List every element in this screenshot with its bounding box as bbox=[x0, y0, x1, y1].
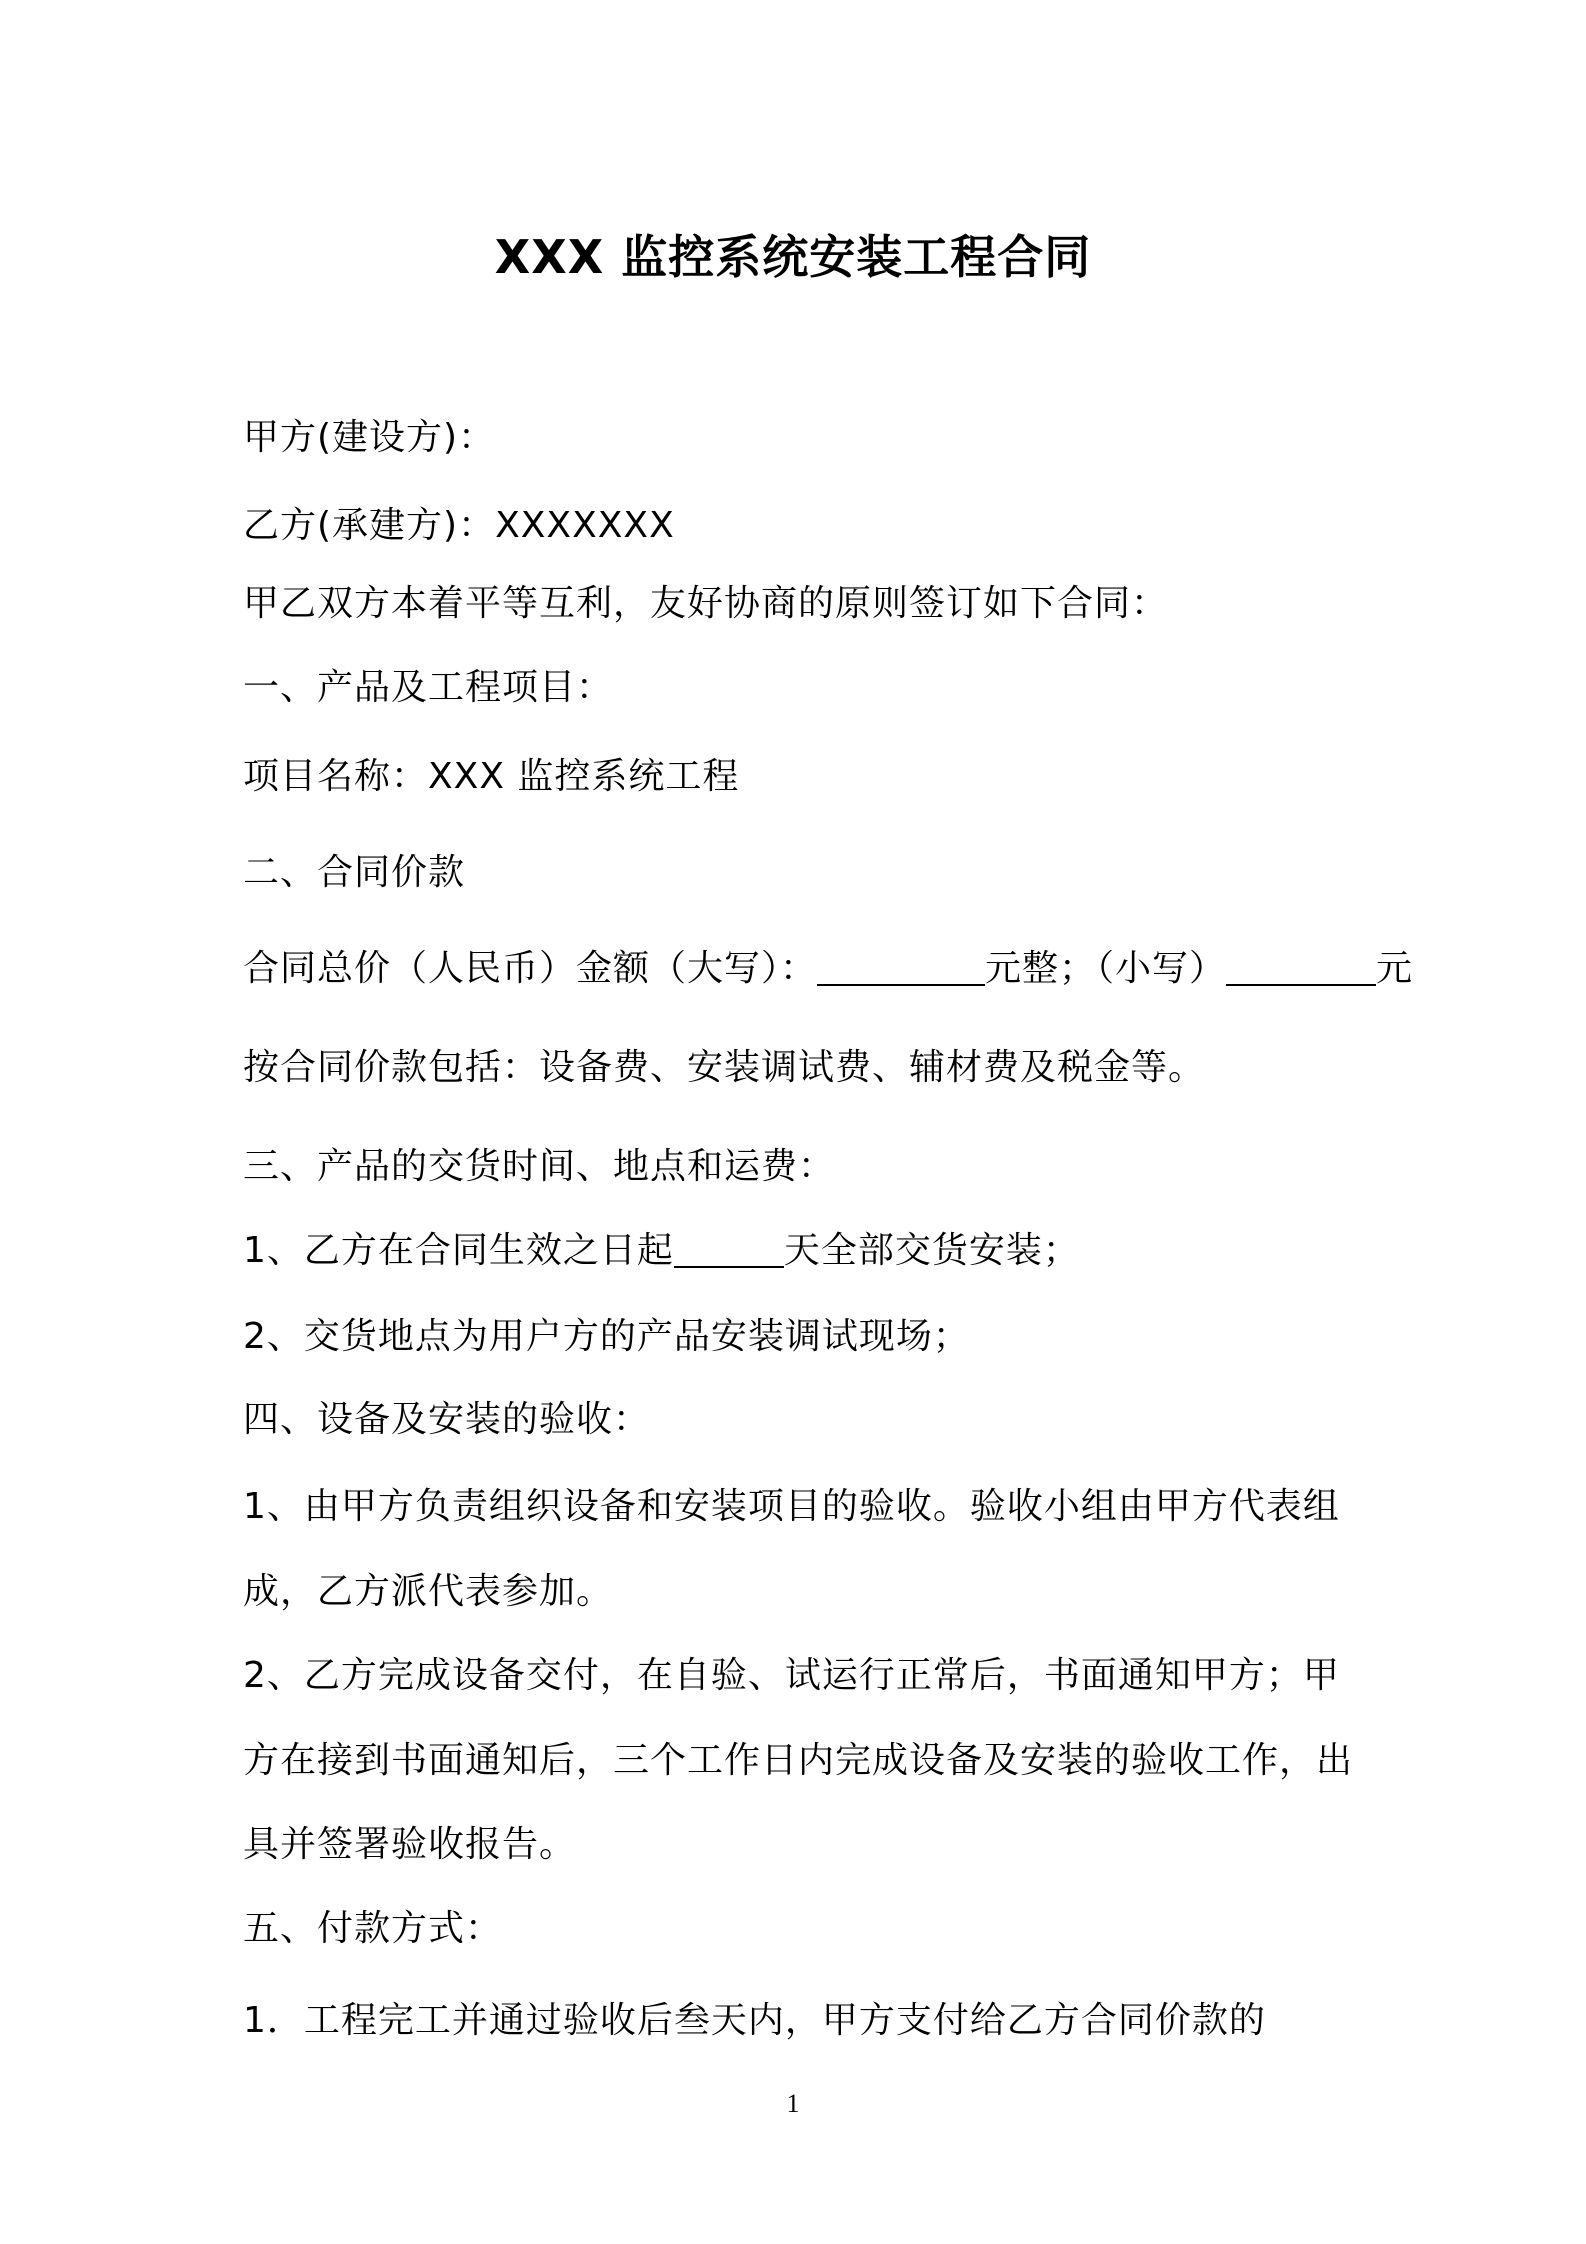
price-suffix: 元 bbox=[1376, 948, 1414, 989]
section-4-heading: 四、设备及安装的验收： bbox=[243, 1399, 651, 1440]
intro-line: 甲乙双方本着平等互利，友好协商的原则签订如下合同： bbox=[243, 583, 1169, 624]
section-1-heading: 一、产品及工程项目： bbox=[243, 667, 614, 708]
document-title: XXX 监控系统安装工程合同 bbox=[494, 230, 1092, 284]
acceptance-item-2-line-2: 方在接到书面通知后，三个工作日内完成设备及安装的验收工作，出 bbox=[243, 1740, 1354, 1781]
section-2-heading: 二、合同价款 bbox=[243, 852, 466, 893]
delivery-item-1 bbox=[243, 1225, 1080, 1277]
payment-item-1: 1．工程完工并通过验收后叁天内，甲方支付给乙方合同价款的 bbox=[243, 2000, 1266, 2041]
delivery-item-2: 2、交货地点为用户方的产品安装调试现场； bbox=[243, 1316, 970, 1357]
party-a-line: 甲方(建设方)： bbox=[243, 417, 496, 458]
acceptance-item-2-line-1: 2、乙方完成设备交付，在自验、试运行正常后，书面通知甲方；甲 bbox=[243, 1655, 1340, 1696]
acceptance-item-2-line-3: 具并签署验收报告。 bbox=[243, 1824, 577, 1865]
price-prefix: 合同总价（人民币）金额（大写）： bbox=[243, 948, 818, 989]
price-lowercase-blank bbox=[1226, 944, 1376, 986]
delivery-days-blank bbox=[674, 1226, 784, 1268]
party-b-line: 乙方(承建方)：XXXXXXX bbox=[243, 505, 675, 546]
price-uppercase-blank bbox=[817, 944, 985, 986]
price-includes-line: 按合同价款包括：设备费、安装调试费、辅材费及税金等。 bbox=[243, 1047, 1206, 1088]
page-number: 1 bbox=[786, 2089, 800, 2118]
price-mid: 元整；（小写） bbox=[985, 948, 1227, 989]
acceptance-item-1-line-2: 成，乙方派代表参加。 bbox=[243, 1571, 614, 1612]
section-5-heading: 五、付款方式： bbox=[243, 1908, 503, 1949]
section-3-heading: 三、产品的交货时间、地点和运费： bbox=[243, 1146, 836, 1187]
contract-price-line bbox=[243, 943, 1413, 995]
delivery-1-prefix: 1、乙方在合同生效之日起 bbox=[243, 1230, 674, 1271]
delivery-1-suffix: 天全部交货安装； bbox=[783, 1230, 1080, 1271]
acceptance-item-1-line-1: 1、由甲方负责组织设备和安装项目的验收。验收小组由甲方代表组 bbox=[243, 1486, 1340, 1527]
project-name-line: 项目名称：XXX 监控系统工程 bbox=[243, 756, 740, 797]
